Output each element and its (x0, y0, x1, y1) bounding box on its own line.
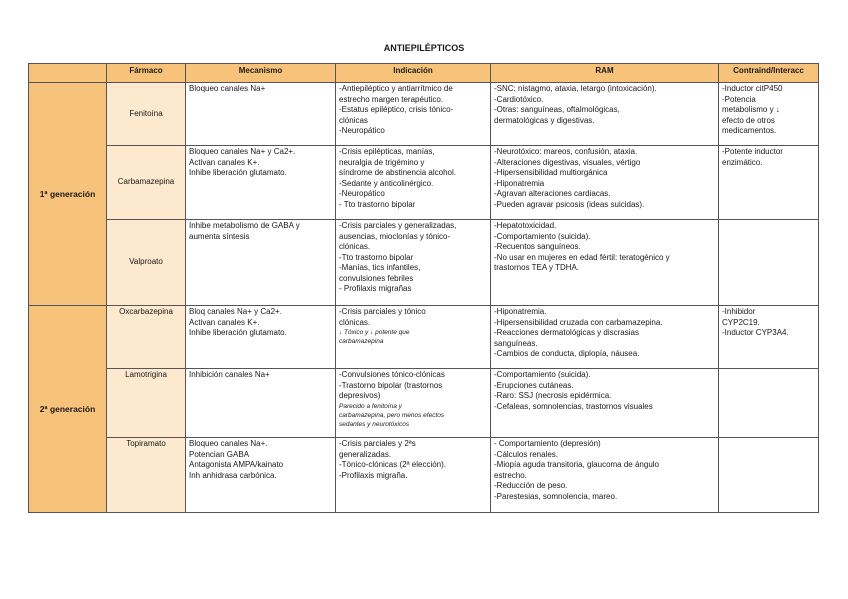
indicacion-cell-note: ↓ Tóxico y ↓ potente que (339, 329, 410, 336)
indicacion-cell-line: -Neuropático (339, 126, 385, 135)
table-row (29, 83, 819, 146)
indicacion-cell-note: sedantes y neurotóxicos (339, 420, 410, 428)
ram-cell-line: -Cardiotóxico. (494, 94, 544, 104)
drug-name: Topiramato (107, 438, 186, 513)
ram-cell-line: -Reacciones dermatológicas y discrasias (494, 328, 639, 337)
contraind-cell (719, 146, 819, 220)
ram-cell-line: -Hipersensibilidad multiorgánica (494, 168, 608, 177)
table-row (29, 220, 819, 306)
indicacion-cell-line: -Manías, tics infantiles, (339, 263, 421, 272)
indicacion-cell-line: clónicas. (339, 317, 371, 327)
contraind-cell-line: -Inductor citP450 (722, 84, 783, 93)
indicacion-cell-line: neuralgia de trigémino y (339, 157, 425, 167)
indicacion-cell-line: generalizadas. (339, 449, 392, 459)
indicacion-cell-line: depresivos) (339, 391, 381, 400)
mecanismo-cell-line: Bloqueo canales Na+ (189, 84, 266, 93)
indicacion-cell-line: -Estatus epiléptico, crisis tónico- (339, 105, 454, 114)
indicacion-cell-line: - Profilaxis migrañas (339, 284, 412, 293)
ram-cell (491, 146, 719, 220)
contraind-cell-line: efecto de otros (722, 115, 775, 125)
ram-cell (491, 220, 719, 306)
table-row (29, 306, 819, 369)
indicacion-cell-note: carbamazepina (339, 338, 384, 345)
antiepileptics-table (28, 63, 819, 513)
ram-cell-line: -Alteraciones digestivas, visuales, vértigo (494, 157, 641, 167)
ram-cell-line: -Hiponatremia (494, 178, 545, 188)
ram-cell (491, 306, 719, 369)
mecanismo-cell-line: Activan canales K+. (189, 317, 260, 327)
contraind-cell-line: medicamentos. (722, 126, 777, 135)
mecanismo-cell-line: Potencian GABA (189, 449, 250, 459)
ram-cell-line: dermatológicas y digestivas. (494, 115, 595, 125)
ram-cell-line: -Recuentos sanguíneos. (494, 242, 581, 251)
ram-cell (491, 438, 719, 513)
generation-label: 2ª generación (29, 306, 107, 513)
table-row (29, 146, 819, 220)
mecanismo-cell-line: Antagonista AMPA/kainato (189, 460, 284, 469)
ram-cell-line: trastornos TEA y TDHA. (494, 263, 580, 272)
indicacion-cell-line: -Crisis parciales y 2ªs (339, 439, 416, 448)
header-contraind: Contraind/Interacc (719, 64, 819, 83)
header-ram: RAM (491, 64, 719, 83)
ram-cell-line: -Miopía aguda transitoria, glaucoma de ángulo (494, 460, 659, 469)
indicacion-cell (336, 146, 491, 220)
mecanismo-cell-line: Bloq canales Na+ y Ca2+. (189, 307, 282, 316)
indicacion-cell-line: -Neuropático (339, 189, 385, 198)
ram-cell-line: -No usar en mujeres en edad fértil: teratogénico y (494, 252, 670, 262)
mecanismo-cell (186, 220, 336, 306)
contraind-cell-line: -Inhibidor (722, 307, 756, 316)
ram-cell (491, 369, 719, 438)
ram-cell-line: -Neurotóxico: mareos, confusión, ataxia. (494, 147, 638, 156)
ram-cell-line: -Comportamiento (suicida). (494, 370, 591, 379)
mecanismo-cell-line: Bloqueo canales Na+. (189, 439, 268, 448)
contraind-cell (719, 369, 819, 438)
indicacion-cell-line: -Antiepiléptico y antiarrítmico de (339, 84, 453, 93)
contraind-cell-line: -Potencia (722, 94, 756, 104)
indicacion-cell-line: -Tónico-clónicas (2ª elección). (339, 460, 446, 469)
mecanismo-cell-line: Inhibición canales Na+ (189, 370, 270, 379)
drug-name: Fenitoína (107, 83, 186, 146)
mecanismo-cell-line: Inh anhidrasa carbónica. (189, 470, 277, 480)
indicacion-cell-line: -Convulsiones tónico-clónicas (339, 370, 445, 379)
ram-cell-line: -Otras: sanguíneas, oftalmológicas, (494, 105, 620, 114)
ram-cell-line: -Raro: SSJ (necrosis epidérmica. (494, 391, 612, 400)
contraind-cell-line: -Potente inductor (722, 147, 783, 156)
table-row (29, 369, 819, 438)
mecanismo-cell-line: Inhibe liberación glutamato. (189, 328, 287, 337)
ram-cell-line: estrecho. (494, 470, 527, 480)
indicacion-cell (336, 438, 491, 513)
indicacion-cell-line: -Trastorno bipolar (trastornos (339, 380, 443, 390)
generation-label: 1ª generación (29, 83, 107, 306)
indicacion-cell-line: estrecho margen terapéutico. (339, 94, 444, 104)
indicacion-cell-line: -Crisis parciales y tónico (339, 307, 426, 316)
ram-cell-line: -Cambios de conducta, diplopía, náusea. (494, 349, 640, 358)
indicacion-cell-line: -Tto trastorno bipolar (339, 252, 414, 262)
header-mecanismo: Mecanismo (186, 64, 336, 83)
ram-cell-line: sanguíneas. (494, 338, 538, 348)
ram-cell-line: -Cálculos renales. (494, 449, 559, 459)
mecanismo-cell-line: Inhibe liberación glutamato. (189, 168, 287, 177)
header-farmaco: Fármaco (107, 64, 186, 83)
header-group (29, 64, 107, 83)
ram-cell-line: -Reducción de peso. (494, 481, 568, 490)
drug-name: Lamotrigina (107, 369, 186, 438)
ram-cell-line: -Hiponatremia. (494, 307, 547, 316)
ram-cell-line: -Hipersensibilidad cruzada con carbamazepina. (494, 317, 663, 327)
ram-cell-line: - Comportamiento (depresión) (494, 439, 601, 448)
ram-cell-line: -Pueden agravar psicosis (ideas suicidas). (494, 199, 645, 209)
ram-cell-line: -Parestesias, somnolencia, mareo. (494, 491, 618, 501)
mecanismo-cell-line: Inhibe metabolismo de GABA y (189, 221, 300, 230)
contraind-cell (719, 220, 819, 306)
ram-cell-line: -Comportamiento (suicida). (494, 231, 591, 241)
mecanismo-cell (186, 369, 336, 438)
mecanismo-cell (186, 146, 336, 220)
drug-name: Oxcarbazepina (107, 306, 186, 369)
header-indicacion: Indicación (336, 64, 491, 83)
contraind-cell-line: CYP2C19. (722, 317, 760, 327)
indicacion-cell-line: clónicas. (339, 242, 371, 251)
mecanismo-cell (186, 83, 336, 146)
drug-name: Carbamazepina (107, 146, 186, 220)
indicacion-cell-line: -Profilaxis migraña. (339, 470, 408, 480)
indicacion-cell-line: ausencias, mioclonías y tónico- (339, 231, 451, 241)
mecanismo-cell-line: Bloqueo canales Na+ y Ca2+. (189, 147, 296, 156)
contraind-cell (719, 83, 819, 146)
mecanismo-cell-line: Activan canales K+. (189, 157, 260, 167)
indicacion-cell-line: -Crisis parciales y generalizadas, (339, 221, 457, 230)
ram-cell (491, 83, 719, 146)
contraind-cell-line: metabolismo y ↓ (722, 105, 780, 114)
indicacion-cell-line: síndrome de abstinencia alcohol. (339, 168, 456, 177)
mecanismo-cell (186, 306, 336, 369)
contraind-cell-line: -Inductor CYP3A4. (722, 328, 789, 337)
ram-cell-line: -Agravan alteraciones cardiacas. (494, 189, 611, 198)
header-row (29, 64, 819, 83)
indicacion-cell-line: - Tto trastorno bipolar (339, 199, 416, 209)
indicacion-cell-line: convulsiones febriles (339, 273, 414, 283)
ram-cell-line: -Hepatotoxicidad. (494, 221, 557, 230)
ram-cell-line: -SNC: nistagmo, ataxia, letargo (intoxicación). (494, 84, 657, 93)
ram-cell-line: -Erupciones cutáneas. (494, 380, 574, 390)
ram-cell-line: -Cefaleas, somnolencias, trastornos visuales (494, 401, 653, 411)
contraind-cell-line: enzimático. (722, 157, 763, 167)
indicacion-cell-note: carbamazepina, pero menos efectos (339, 411, 445, 419)
indicacion-cell (336, 369, 491, 438)
table-row (29, 438, 819, 513)
indicacion-cell-line: -Crisis epilépticas, manías, (339, 147, 435, 156)
indicacion-cell-line: -Sedante y anticolinérgico. (339, 178, 434, 188)
drug-name: Valproato (107, 220, 186, 306)
indicacion-cell (336, 306, 491, 369)
indicacion-cell (336, 220, 491, 306)
contraind-cell (719, 438, 819, 513)
mecanismo-cell-line: aumenta síntesis (189, 231, 250, 241)
mecanismo-cell (186, 438, 336, 513)
contraind-cell (719, 306, 819, 369)
indicacion-cell (336, 83, 491, 146)
indicacion-cell-line: clónicas (339, 115, 368, 125)
page-title: ANTIEPILÉPTICOS (383, 43, 465, 53)
indicacion-cell-note: Parecido a fenitoína y (339, 402, 402, 410)
